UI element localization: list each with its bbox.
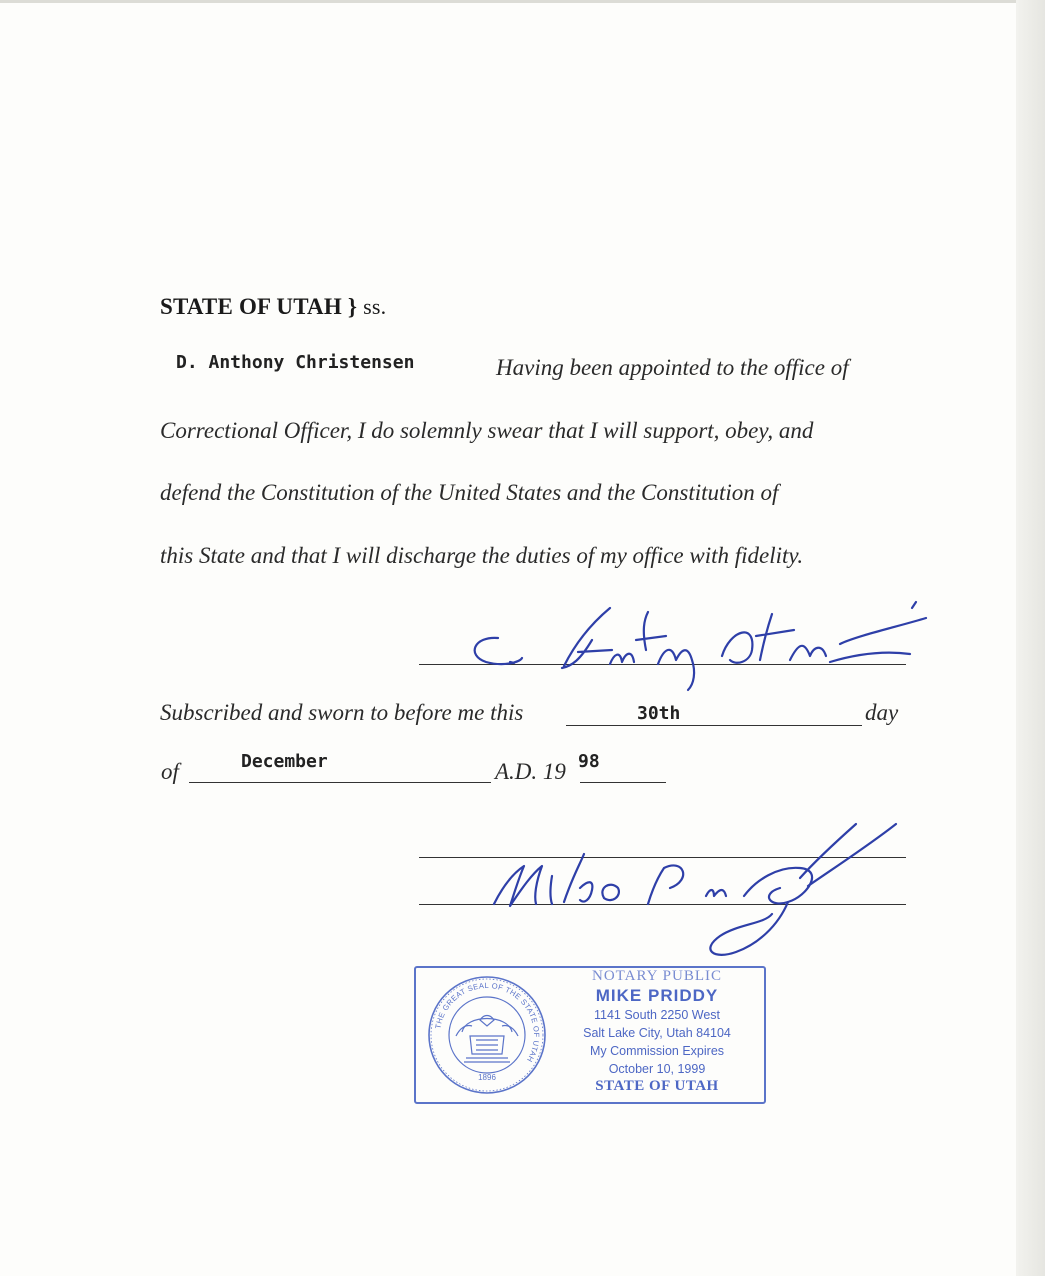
sworn-day: 30th (637, 703, 681, 724)
oath-line-2: Correctional Officer, I do solemnly swear that I will support, obey, and (160, 418, 814, 443)
state-seal (426, 974, 548, 1096)
stamp-address-2: Salt Lake City, Utah 84104 (583, 1026, 731, 1040)
stamp-title: NOTARY PUBLIC (591, 968, 722, 984)
sworn-of: of (161, 759, 179, 784)
oath-line-4: this State and that I will discharge the duties of my office with fidelity. (160, 543, 804, 568)
notary-stamp (414, 966, 766, 1104)
venue-ss: ss. (363, 294, 387, 319)
stamp-name: MIKE PRIDDY (595, 986, 719, 1005)
sworn-ad: A.D. 19 (495, 759, 566, 784)
affiant-name: D. Anthony Christensen (176, 352, 415, 373)
sworn-prefix: Subscribed and sworn to before me this (160, 700, 524, 725)
stamp-commission: My Commission Expires (589, 1044, 725, 1058)
notary-signature (488, 818, 908, 968)
oath-line-1: Having been appointed to the office of (496, 355, 849, 380)
sworn-day-suffix: day (865, 700, 899, 725)
sworn-month: December (241, 751, 328, 772)
stamp-expires: October 10, 1999 (608, 1062, 706, 1076)
page-top-edge (0, 0, 1045, 3)
venue-state: STATE OF UTAH } (160, 294, 358, 319)
svg-text:1896: 1896 (478, 1073, 496, 1082)
svg-text:THE GREAT SEAL OF THE STATE OF: THE GREAT SEAL OF THE STATE OF UTAH (433, 980, 542, 1064)
day-line (566, 725, 862, 726)
sworn-year: 98 (578, 751, 600, 772)
page-right-edge (1016, 0, 1045, 1276)
oath-line-3: defend the Constitution of the United States and the Constitution of (160, 480, 779, 505)
month-line (189, 782, 491, 783)
venue-heading (160, 294, 386, 320)
affiant-signature (460, 600, 935, 695)
stamp-address-1: 1141 South 2250 West (593, 1008, 721, 1022)
stamp-state: STATE OF UTAH (595, 1078, 719, 1094)
year-line (580, 782, 666, 783)
